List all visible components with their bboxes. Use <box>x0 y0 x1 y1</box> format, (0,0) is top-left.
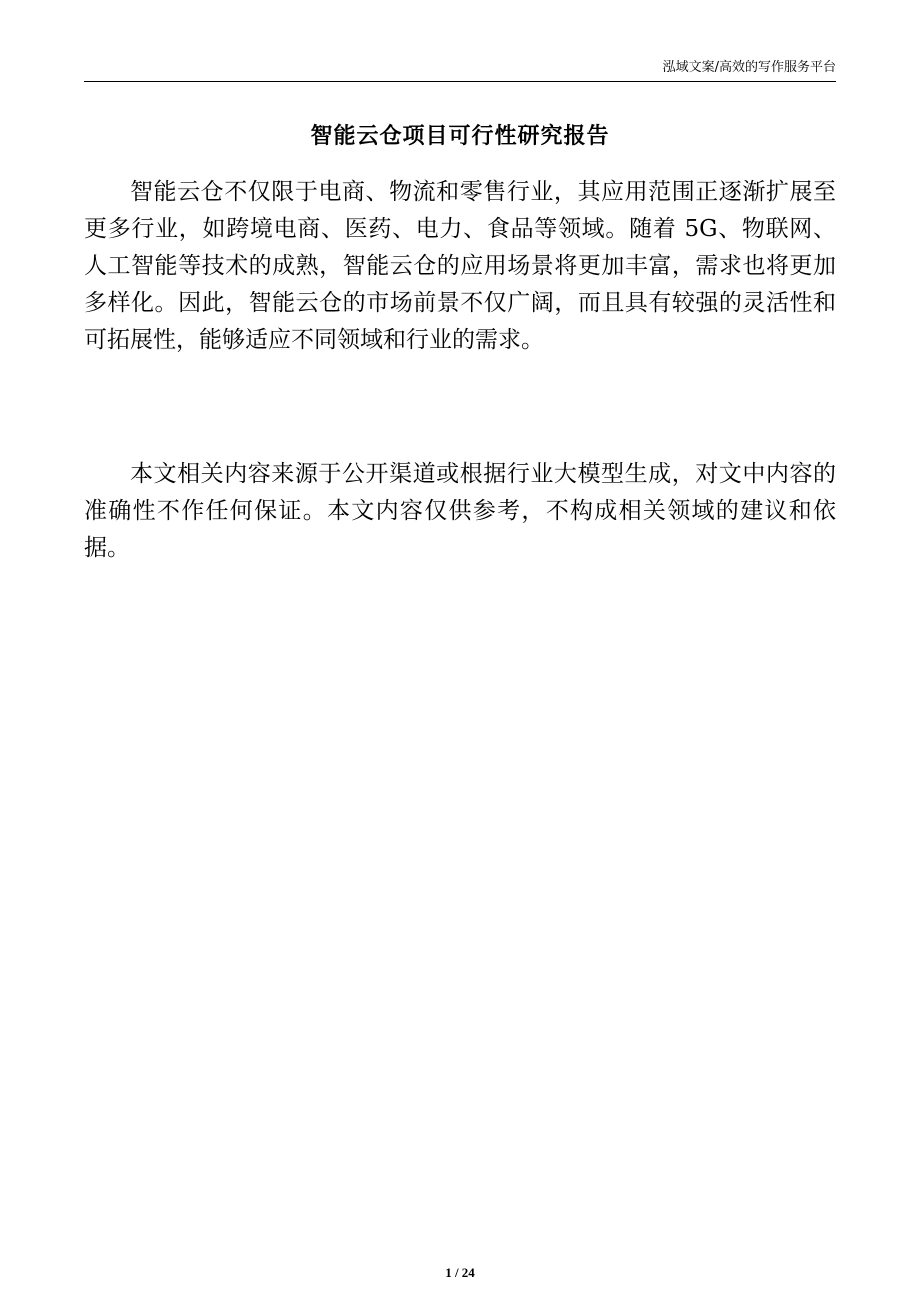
header-divider <box>84 81 836 82</box>
page-number: 1 / 24 <box>445 1265 475 1280</box>
body-paragraph-2: 本文相关内容来源于公开渠道或根据行业大模型生成，对文中内容的准确性不作任何保证。本文内容仅供参考，不构成相关领域的建议和依据。 <box>84 461 836 561</box>
body-paragraph-1: 智能云仓不仅限于电商、物流和零售行业，其应用范围正逐渐扩展至更多行业，如跨境电商、医药、电力、食品等领域。随着 5G、物联网、人工智能等技术的成熟，智能云仓的应用场景将更加丰富，需求也将更加多样化。因此，智能云仓的市场前景不仅广阔，而且具有较强的灵活性和可拓展性，能够适应不同领域和行业的需求。 <box>84 179 836 353</box>
header-brand-text: 泓域文案/高效的写作服务平台 <box>662 60 836 75</box>
document-title: 智能云仓项目可行性研究报告 <box>310 124 610 149</box>
